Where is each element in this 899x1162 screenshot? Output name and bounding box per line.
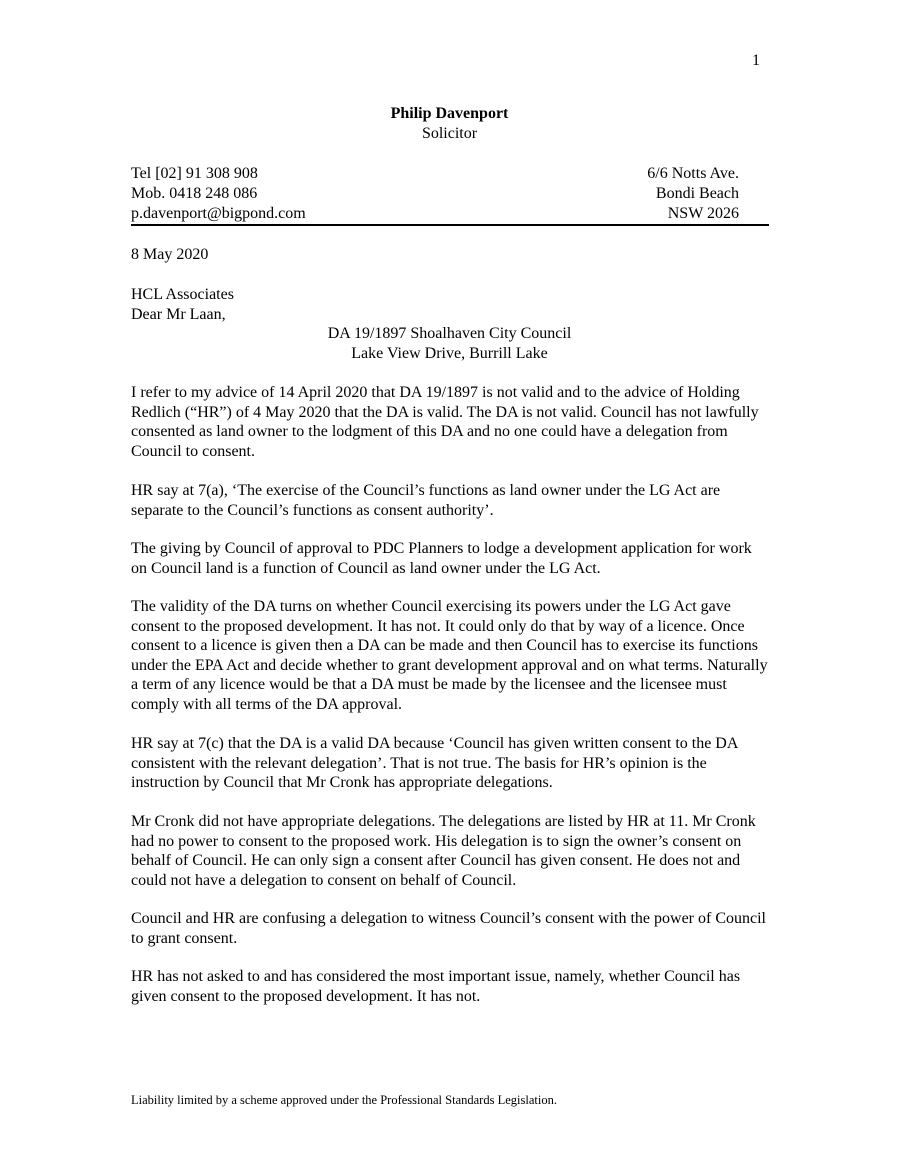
letter-date: 8 May 2020 xyxy=(131,246,209,263)
paragraph-1: I refer to my advice of 14 April 2020 that DA 19/1897 is not valid and to the advice of Holding Redlich (“HR”) of 4 May 2020 that the DA is valid. The DA is not valid. Council has not lawfully consented as land owner to the lodgment of this DA and no one could have a delegation from Council to consent. xyxy=(131,384,759,460)
subject-line-2: Lake View Drive, Burrill Lake xyxy=(351,345,548,362)
sender-title: Solicitor xyxy=(421,125,478,142)
subject-line-1: DA 19/1897 Shoalhaven City Council xyxy=(327,325,572,342)
address-line-1: 6/6 Notts Ave. xyxy=(647,165,739,182)
paragraph-4: The validity of the DA turns on whether Council exercising its powers under the LG Act gave consent to the proposed development. It has not. It could only do that by way of a licence. Once consent to a licence is given then a DA can be made and then Council has to exercise its functions under the EPA Act and decide whether to grant development approval and on what terms. Naturally a term of any licence would be that a DA must be made by the licensee and the licensee must comply with all terms of the DA approval. xyxy=(131,598,768,713)
email: p.davenport@bigpond.com xyxy=(131,205,306,222)
recipient: HCL Associates xyxy=(131,286,234,303)
address xyxy=(647,164,739,224)
paragraph-2: HR say at 7(a), ‘The exercise of the Council’s functions as land owner under the LG Act are separate to the Council’s functions as consent authority’. xyxy=(131,482,721,519)
paragraph-6: Mr Cronk did not have appropriate delegations. The delegations are listed by HR at 11. Mr Cronk had no power to consent to the proposed work. His delegation is to sign the owner’s consent on behalf of Council. He can only sign a consent after Council has given consent. He does not and could not have a delegation to consent on behalf of Council. xyxy=(131,813,756,889)
liability-footer: Liability limited by a scheme approved under the Professional Standards Legislation. xyxy=(131,1093,557,1107)
letterhead xyxy=(0,104,899,144)
address-line-2: Bondi Beach xyxy=(655,185,739,202)
header-divider xyxy=(131,224,769,226)
sender-name: Philip Davenport xyxy=(390,105,509,122)
address-line-3: NSW 2026 xyxy=(667,205,739,222)
paragraph-8: HR has not asked to and has considered the most important issue, namely, whether Council has given consent to the proposed development. It has not. xyxy=(131,968,741,1005)
salutation: Dear Mr Laan, xyxy=(131,306,226,323)
telephone: Tel [02] 91 308 908 xyxy=(131,165,258,182)
paragraph-3: The giving by Council of approval to PDC Planners to lodge a development application for work on Council land is a function of Council as land owner under the LG Act. xyxy=(131,540,752,577)
paragraph-5: HR say at 7(c) that the DA is a valid DA because ‘Council has given written consent to the DA consistent with the relevant delegation’. That is not true. The basis for HR’s opinion is the instruction by Council that Mr Cronk has appropriate delegations. xyxy=(131,735,738,791)
subject-heading xyxy=(0,324,899,364)
paragraph-7: Council and HR are confusing a delegation to witness Council’s consent with the power of Council to grant consent. xyxy=(131,910,766,947)
page-number: 1 xyxy=(752,52,760,69)
mobile: Mob. 0418 248 086 xyxy=(131,185,258,202)
contact-details xyxy=(131,164,306,224)
contact-block xyxy=(131,164,767,224)
